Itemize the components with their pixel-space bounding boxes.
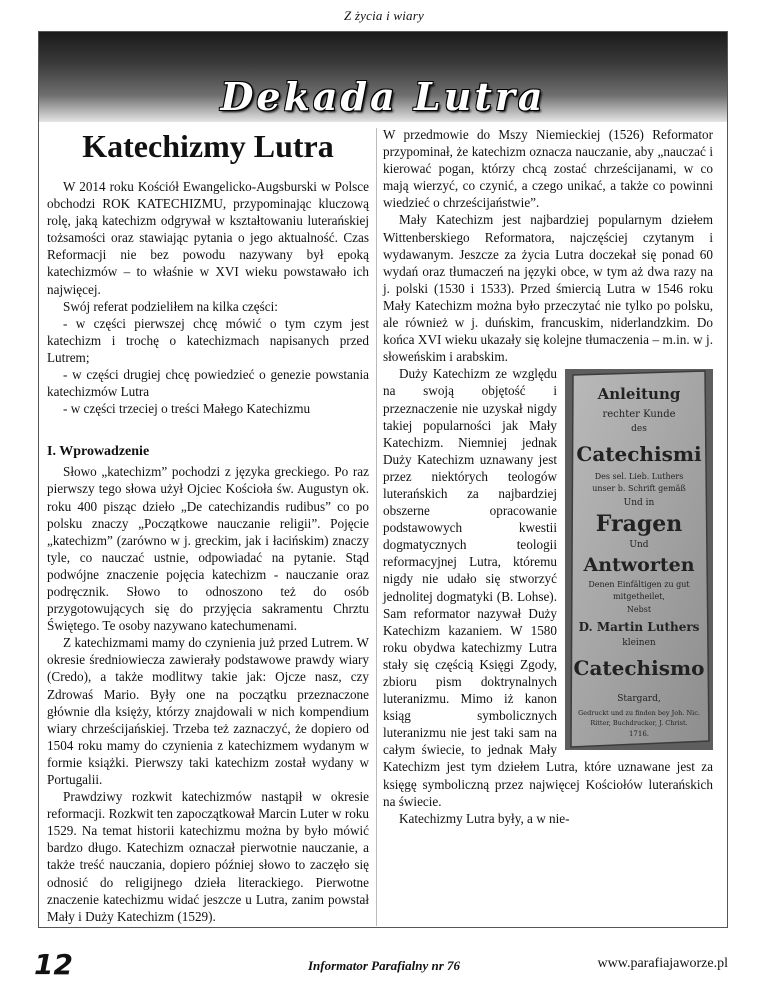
intro-outline-lead: Swój referat podzieliłem na kilka części: xyxy=(63,298,278,314)
right-column xyxy=(383,126,713,827)
body-paragraph: Duży Katechizm ze względu na swoją objętość i przeznaczenie nie uzyskał nigdy takiej popularności jak Mały Katechizm. Niemniej jednak Duży Katechizm uznawany jest przez niektórych teologów luterańskich za najbardziej obszerne opracowanie podstawowych kwestii dogmatycznych teologii reformacyjnej Lutra, któremu nigdy nie udało się stworzyć jednolitej dogmatyki (B. Lohse). Sam reformator nazywał Duży Katechizm kazaniem. W 1580 roku obydwa katechizmy Lutra stały się częścią Księgi Zgody, zbioru pism doktrynalnych luteranizmu. Mimo iż kanon ksiąg symbolicznych luteranizmu nie jest taki sam na całym świecie, to jednak Mały Katechizm jest tym dziełem Lutra, które uznawane jest za księgę symboliczną przez najwięcej Kościołów luterańskich na świecie. xyxy=(383,366,713,809)
publication-name: Informator Parafialny nr 76 xyxy=(307,958,461,973)
title-page-line: rechter Kunde xyxy=(602,409,676,421)
spacer xyxy=(47,417,369,429)
title-page-line: Denen Einfältigen zu gut xyxy=(588,580,690,590)
title-page-line: Catechismo xyxy=(573,656,705,681)
catechism-title-page-photo xyxy=(565,369,713,750)
outline-item-3: - w części trzeciej o treści Małego Katechizmu xyxy=(63,401,311,417)
body-paragraph: Mały Katechizm jest najbardziej popularnym dziełem Wittenberskiego Reformatora, najczęściej czytanym i wydawanym. Jeszcze za życia Lutra doczekał się ponad 60 wydań oraz tłumaczeń na języki obce, w tym aż dwa razy na j. polski (1530 i 1533). Przed śmiercią Lutra w 1546 roku Mały Katechizm można było przeczytać nie tylko po polsku, ale również w j. duńskim, francuskim, niderlandzkim. Do końca XVI wieku ukazały się kolejne tłumaczenia – m.in. w j. słoweńskim i arabskim. xyxy=(383,212,713,365)
body-paragraph: W przedmowie do Mszy Niemieckiej (1526) Reformator przypominał, że katechizm oznacza nauczanie, aby „nauczać i kierować pogan, którzy chcą zostać chrześcijanami, w co mają wierzyć, co czynić, a czego unikać, a także co powinni wiedzieć o chrześcijaństwie”. xyxy=(383,127,713,211)
body-paragraph: Z katechizmami mamy do czynienia już przed Lutrem. W okresie średniowiecza zawierały podstawowe prawdy wiary (Credo), a także modlitwy takie jak: Ojcze nasz, czy Zdrowaś Mario. Były one na początku przeznaczone głównie dla księży, którzy znajdowali w nich kompendium wiary chrześcijańskiej. Trzeba też zaznaczyć, że dopiero od 1504 roku mamy do czynienia z katechizmem wydanym w formie książki. Pierwszy taki katechizm został wydany w Portugalii. xyxy=(47,635,369,787)
title-page-line: mitgetheilet, xyxy=(613,592,665,602)
left-column xyxy=(47,128,369,925)
title-page-line: Des sel. Lieb. Luthers xyxy=(594,472,684,482)
article-frame xyxy=(38,31,728,928)
outline-item-2: - w części drugiej chcę powiedzieć o genezie powstania katechizmów Lutra xyxy=(47,367,369,400)
website-link[interactable]: www.parafiajaworze.pl xyxy=(597,956,728,971)
section-heading: I. Wprowadzenie xyxy=(47,444,150,460)
body-paragraph: Słowo „katechizm” pochodzi z języka greckiego. Po raz pierwszy tego słowa użył Ojciec Kościoła św. Augustyn ok. roku 400 pisząc dzieło „De catechizandis rudibus” co po polsku znaczy „Początkowe nauczanie religii”. Pojęcie „katechizm” (zarówno w j. greckim, jak i łacińskim) znaczy tyle, co nauczać ustnie, odpowiadać na pytanie. Stąd podwójne znaczenie pojęcia katechizm - nauczanie oraz podręcznik. Słowo to odnoszono też do osób przygotowujących się do przyjęcia sakramentu Chrztu Świętego. Te osoby nazywano katechumenami. xyxy=(47,464,369,634)
title-page-line: Anleitung xyxy=(597,385,681,404)
body-paragraph: Katechizmy Lutra były, a w nie- xyxy=(399,810,570,826)
section-title: Dekada Lutra xyxy=(220,74,546,119)
title-page-line: Ritter, Buchdrucker, J. Christ. xyxy=(590,719,688,728)
title-page-line: Und in xyxy=(623,498,655,509)
section-banner xyxy=(39,32,727,122)
catechism-title-page-image xyxy=(565,369,713,750)
article-title: Katechizmy Lutra xyxy=(82,128,334,164)
page-number: 12 xyxy=(34,948,73,981)
column-divider xyxy=(376,128,377,926)
title-page-line: 1716. xyxy=(628,730,650,739)
title-page-line: Stargard, xyxy=(617,694,661,705)
title-page-line: Gedruckt und zu finden bey Joh. Nic. xyxy=(578,709,700,718)
running-head: Z życia i wiary xyxy=(344,8,424,23)
title-page-line: Nebst xyxy=(626,605,652,615)
title-page-line: Und xyxy=(629,540,649,551)
title-page-line: Antworten xyxy=(583,554,695,577)
title-page-line: Fragen xyxy=(595,511,683,538)
outline-item-1: - w części pierwszej chcę mówić o tym czym jest katechizm i trochę o katechizmach napisanych przed Lutrem; xyxy=(47,315,369,365)
title-page-line: Catechismi xyxy=(576,442,702,467)
title-page-line: kleinen xyxy=(622,638,656,649)
title-page-line: unser b. Schrift gemäß xyxy=(592,484,686,494)
intro-paragraph: W 2014 roku Kościół Ewangelicko-Augsburski w Polsce obchodzi ROK KATECHIZMU, przypominając kluczową rolę, jaką katechizm odgrywał w kształtowaniu luterańskiej tożsamości oraz stawiając pytania o jego aktualność. Czas Reformacji nie bez powodu nazywany był epoką katechizmów – to właśnie w XVI wieku powstawało ich najwięcej. xyxy=(47,179,369,297)
body-paragraph: Prawdziwy rozkwit katechizmów nastąpił w okresie reformacji. Rozkwit ten zapoczątkował Marcin Luter w roku 1529. Na temat historii katechizmu można by było mówić bardzo długo. Katechizm oznaczał pierwotnie nauczanie, a także treść nauczania, dopiero później słowo to zaczęło się odnosić do religijnego dzieła literackiego. Pierwotne znaczenie katechizmu widać jeszcze u Lutra, zanim powstał Mały i Duży Katechizm (1529). xyxy=(47,789,369,924)
title-page-line: D. Martin Luthers xyxy=(578,620,700,635)
title-page-line: des xyxy=(631,424,647,435)
